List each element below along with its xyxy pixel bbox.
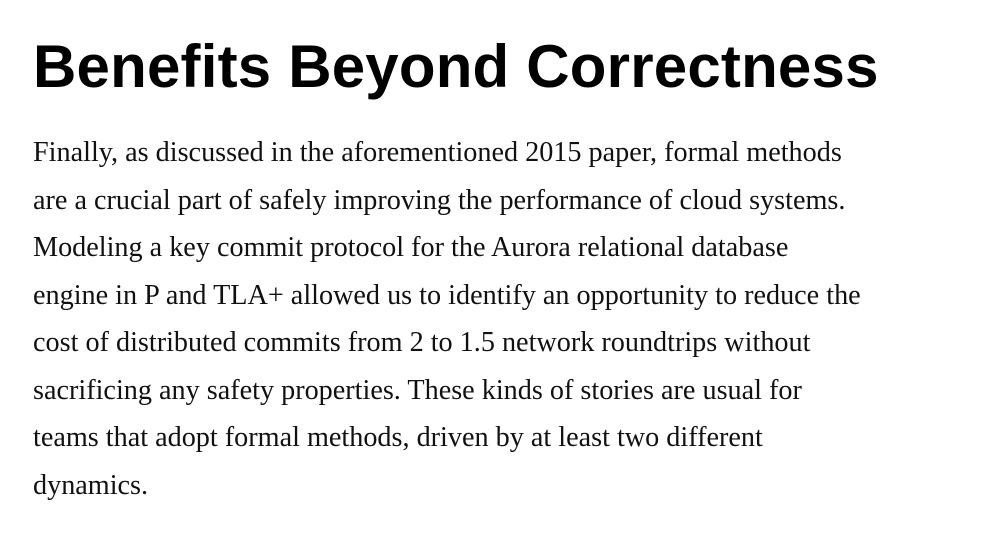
section-heading: Benefits Beyond Correctness <box>33 33 879 100</box>
paragraph-line: teams that adopt formal methods, driven by at least two different <box>33 422 763 453</box>
paragraph-line: Finally, as discussed in the aforementioned 2015 paper, formal methods <box>33 137 842 168</box>
paragraph-line: sacrificing any safety properties. These kinds of stories are usual for <box>33 374 802 406</box>
paragraph-line: Modeling a key commit protocol for the Aurora relational database <box>33 232 789 263</box>
paragraph-line: cost of distributed commits from 2 to 1.5 network roundtrips without <box>33 327 811 358</box>
paragraph-line: engine in P and TLA+ allowed us to identify an opportunity to reduce the <box>33 279 861 311</box>
paragraph-line: dynamics. <box>33 469 149 501</box>
paragraph-line: are a crucial part of safely improving the performance of cloud systems. <box>33 184 846 216</box>
body-paragraph <box>33 129 973 509</box>
